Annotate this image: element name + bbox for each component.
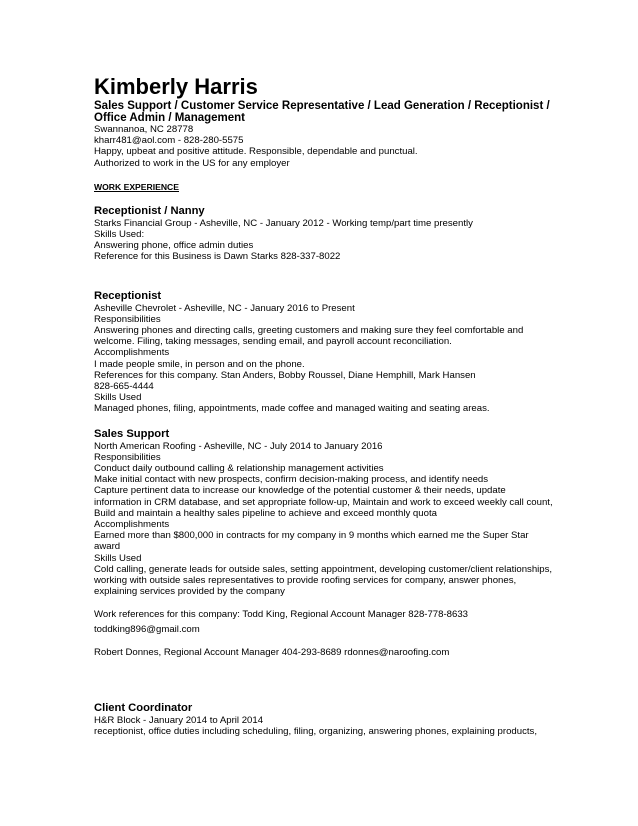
job-line: 828-665-4444 xyxy=(94,381,154,393)
contact-block xyxy=(94,124,614,169)
job-line: information in CRM database, and set appropriate follow-up, Maintain and work to exceed weekly call count, xyxy=(94,496,553,508)
job-line: References for this company. Stan Anders, Bobby Roussel, Diane Hemphill, Mark Hansen xyxy=(94,369,476,381)
section-work-experience: WORK EXPERIENCE xyxy=(94,181,179,192)
job-title: Client Coordinator xyxy=(94,701,193,714)
job-line: Answering phones and directing calls, greeting customers and making sure they feel comfortable and xyxy=(94,325,524,337)
contact-address: Swannanoa, NC 28778 xyxy=(94,124,194,135)
job-line: Build and maintain a healthy sales pipeline to achieve and exceed monthly quota xyxy=(94,507,437,519)
job-line: North American Roofing - Asheville, NC - July 2014 to January 2016 xyxy=(94,440,383,452)
resume-page xyxy=(94,74,614,737)
job-line: Accomplishments xyxy=(94,347,170,359)
job-line: I made people smile, in person and on the phone. xyxy=(94,358,305,370)
job-line: Accomplishments xyxy=(94,519,170,531)
headline-line-1: Sales Support / Customer Service Representative / Lead Generation / Receptionist / xyxy=(94,100,550,112)
work-reference-line: Work references for this company: Todd King, Regional Account Manager 828-778-8633 xyxy=(94,608,469,620)
job-line: Skills Used xyxy=(94,552,142,564)
contact-summary: Happy, upbeat and positive attitude. Responsible, dependable and punctual. xyxy=(94,146,418,158)
job-line: welcome. Filing, taking messages, sending email, and payroll account reconciliation. xyxy=(94,336,452,348)
job-title: Sales Support xyxy=(94,427,170,440)
job-line: Responsibilities xyxy=(94,451,161,463)
contact-authorization: Authorized to work in the US for any employer xyxy=(94,157,290,169)
job-line: Asheville Chevrolet - Asheville, NC - January 2016 to Present xyxy=(94,302,355,314)
candidate-name: Kimberly Harris xyxy=(94,74,258,99)
job-line: Answering phone, office admin duties xyxy=(94,240,254,252)
work-reference-line: Robert Donnes, Regional Account Manager 404-293-8689 rdonnes@naroofing.com xyxy=(94,646,450,658)
job-line: H&R Block - January 2014 to April 2014 xyxy=(94,714,264,726)
job-line: explaining services provided by the company xyxy=(94,586,285,598)
job-receptionist xyxy=(94,290,614,415)
job-line: Conduct daily outbound calling & relationship management activities xyxy=(94,463,384,475)
job-line: Earned more than $800,000 in contracts for my company in 9 months which earned me the Super Star xyxy=(94,530,529,542)
job-line: receptionist, office duties including scheduling, filing, organizing, answering phones, explaining products, xyxy=(94,725,538,737)
job-title: Receptionist xyxy=(94,289,162,302)
job-sales-support xyxy=(94,428,614,659)
job-line: Reference for this Business is Dawn Starks 828-337-8022 xyxy=(94,251,341,263)
contact-email-phone: kharr481@aol.com - 828-280-5575 xyxy=(94,135,244,147)
work-reference-email: toddking896@gmail.com xyxy=(94,623,200,635)
job-line: working with outside sales representatives to provide roofing services for company, answer phones, xyxy=(94,575,517,587)
job-line: Make initial contact with new prospects, confirm decision-making process, and identify needs xyxy=(94,474,489,486)
job-title: Receptionist / Nanny xyxy=(94,204,205,217)
job-line: Capture pertinent data to increase our knowledge of the potential customer & their needs, update xyxy=(94,485,506,497)
job-line: award xyxy=(94,541,121,553)
job-client-coordinator xyxy=(94,702,614,737)
job-line: Managed phones, filing, appointments, made coffee and managed waiting and seating areas. xyxy=(94,403,490,415)
job-line: Cold calling, generate leads for outside sales, setting appointment, developing customer/client relationships, xyxy=(94,563,553,575)
job-receptionist-nanny xyxy=(94,205,614,263)
job-line: Skills Used xyxy=(94,392,142,404)
job-line: Responsibilities xyxy=(94,313,161,325)
headline-line-2: Office Admin / Management xyxy=(94,112,246,124)
job-line: Skills Used: xyxy=(94,229,145,241)
job-line: Starks Financial Group - Asheville, NC - January 2012 - Working temp/part time presently xyxy=(94,217,473,229)
